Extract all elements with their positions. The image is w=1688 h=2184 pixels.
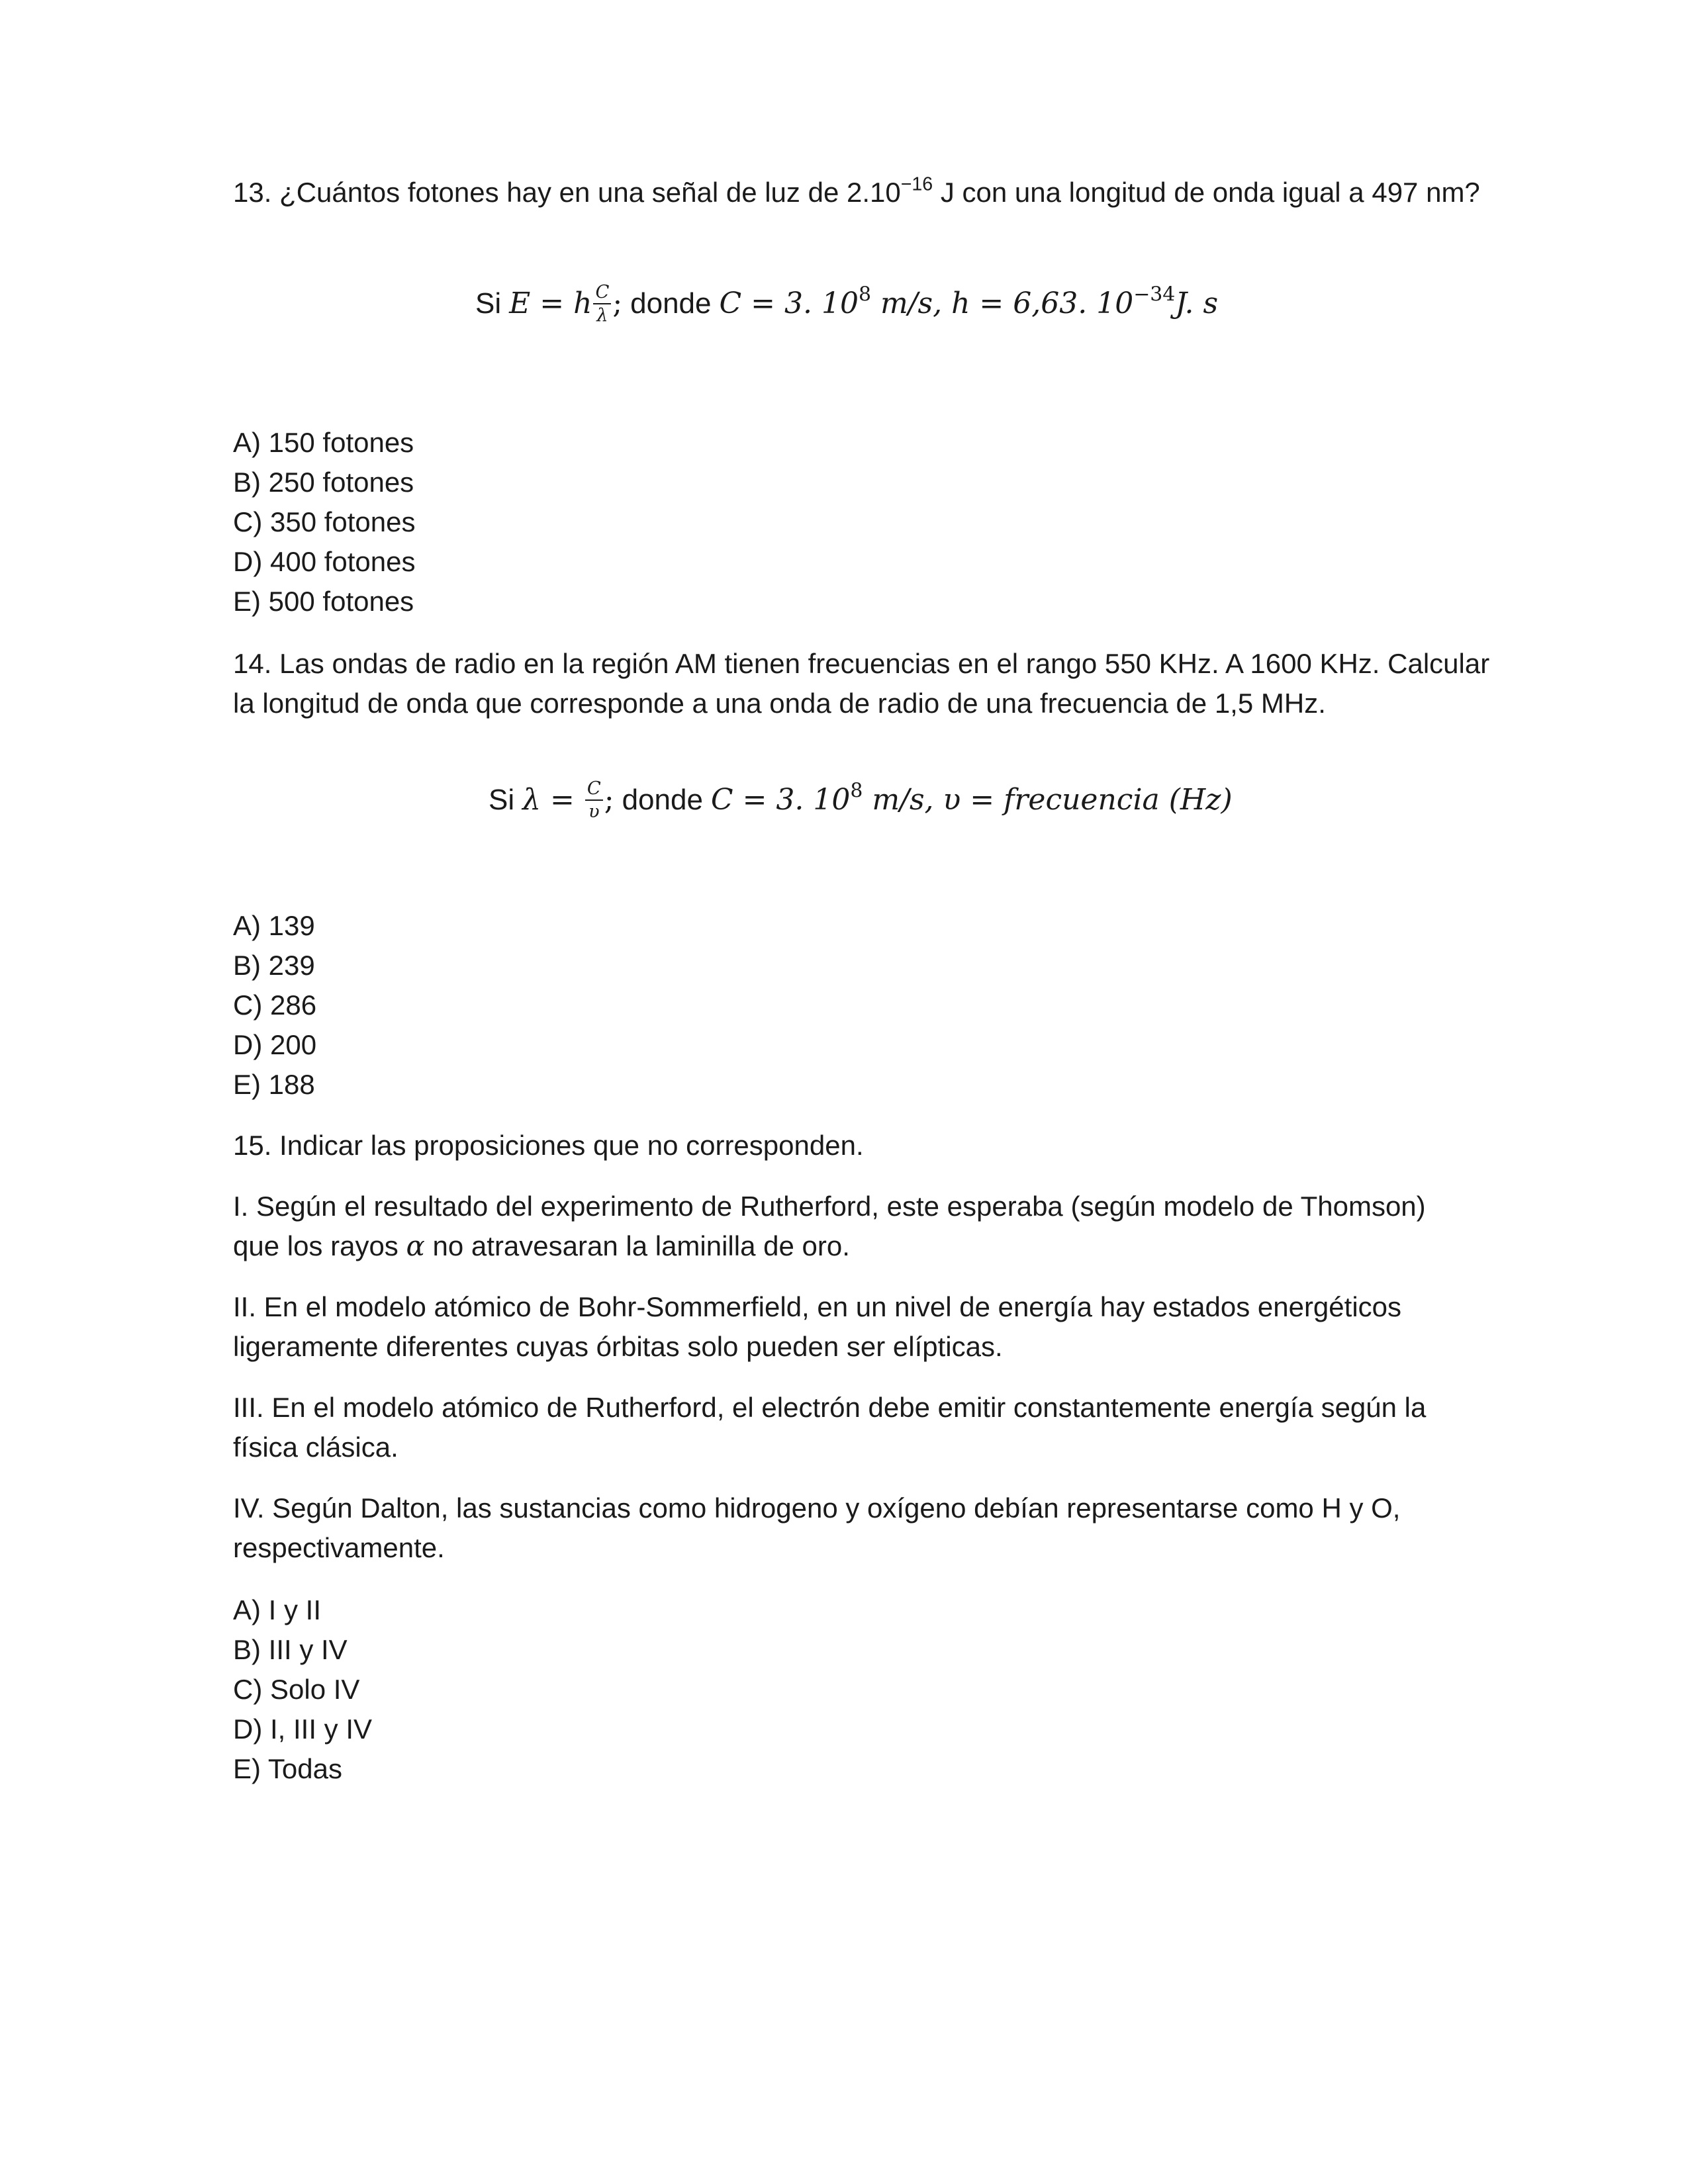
q13-stem-text-end: J con una longitud de onda igual a 497 nm?	[933, 177, 1480, 208]
formula-fraction	[585, 780, 603, 821]
formula-c-exponent: 8	[850, 779, 863, 803]
formula-constants	[719, 283, 1219, 321]
q13-option-c: C) 350 fotones	[233, 506, 416, 537]
q15-proposition-2-line1: II. En el modelo atómico de Bohr-Sommerfield, en un nivel de energía hay estados energéticos	[233, 1291, 1402, 1322]
q14-option-c: C) 286	[233, 989, 317, 1021]
q14-option-e: E) 188	[233, 1069, 315, 1100]
q15-option-c: C) Solo IV	[233, 1674, 360, 1705]
fraction-numerator: C	[585, 780, 603, 801]
q13-option-b: B) 250 fotones	[233, 467, 414, 498]
formula-si: Si	[475, 287, 502, 320]
q13-stem-text: 13. ¿Cuántos fotones hay en una señal de luz de 2.10	[233, 177, 901, 208]
formula-equals: =	[530, 287, 574, 321]
formula-c-exponent: 8	[858, 283, 871, 306]
formula-si: Si	[489, 784, 515, 817]
fraction-numerator: C	[593, 283, 611, 304]
q15-option-d: D) I, III y IV	[233, 1713, 373, 1745]
alpha-symbol: α	[406, 1230, 425, 1262]
formula-wavelength-symbol: λ	[522, 783, 541, 817]
question-14-stem-line1: 14. Las ondas de radio en la región AM tienen frecuencias en el rango 550 KHz. A 1600 KHz. Calcular	[233, 648, 1490, 679]
q13-option-a: A) 150 fotones	[233, 427, 414, 458]
q15-proposition-3-line2: física clásica.	[233, 1432, 399, 1463]
question-13-stem	[233, 173, 1480, 208]
formula-donde: donde	[630, 287, 712, 320]
q15-p1-text: que los rayos	[233, 1230, 406, 1261]
formula-donde: donde	[622, 784, 703, 817]
question-14-formula	[489, 780, 1233, 821]
q15-proposition-1-line2	[233, 1232, 850, 1260]
q13-stem-exponent: −16	[900, 173, 933, 195]
q15-proposition-2-line2: ligeramente diferentes cuyas órbitas solo pueden ser elípticas.	[233, 1331, 1003, 1362]
q15-option-a: A) I y II	[233, 1594, 322, 1625]
formula-equals: =	[541, 783, 584, 817]
formula-planck-symbol: h	[573, 287, 592, 321]
q15-option-e: E) Todas	[233, 1753, 342, 1784]
q15-proposition-3-line1: III. En el modelo atómico de Rutherford, el electrón debe emitir constantemente energía según la	[233, 1392, 1427, 1423]
question-13-formula	[475, 283, 1218, 325]
q14-option-a: A) 139	[233, 910, 315, 941]
formula-h-units: J. s	[1175, 287, 1219, 321]
formula-h-exponent: −34	[1133, 283, 1176, 306]
formula-semicolon: ;	[604, 783, 614, 817]
formula-c-value: C = 3. 10	[710, 783, 851, 817]
formula-constants	[710, 779, 1233, 817]
q15-option-b: B) III y IV	[233, 1634, 348, 1665]
q15-proposition-4-line2: respectivamente.	[233, 1532, 445, 1563]
fraction-denominator: υ	[588, 801, 600, 823]
q13-option-d: D) 400 fotones	[233, 546, 416, 577]
formula-h-value: m/s, h = 6,63. 10	[871, 287, 1134, 321]
q14-option-d: D) 200	[233, 1029, 317, 1060]
q15-proposition-4-line1: IV. Según Dalton, las sustancias como hidrogeno y oxígeno debían representarse como H y O,	[233, 1492, 1401, 1524]
fraction-denominator: λ	[596, 305, 608, 326]
q15-proposition-1-line1: I. Según el resultado del experimento de Rutherford, este esperaba (según modelo de Thomson)	[233, 1191, 1426, 1222]
question-15-stem: 15. Indicar las proposiciones que no corresponden.	[233, 1130, 864, 1161]
question-14-stem-line2: la longitud de onda que corresponde a una onda de radio de una frecuencia de 1,5 MHz.	[233, 688, 1326, 719]
formula-energy-symbol: E	[509, 287, 531, 321]
q15-p1-text-end: no atravesaran la laminilla de oro.	[424, 1230, 850, 1261]
q14-option-b: B) 239	[233, 950, 315, 981]
formula-frequency-definition: m/s, υ = frecuencia (Hz)	[863, 783, 1233, 817]
q13-option-e: E) 500 fotones	[233, 586, 414, 617]
formula-c-value: C = 3. 10	[719, 287, 859, 321]
formula-fraction	[593, 283, 611, 325]
formula-semicolon: ;	[612, 287, 623, 321]
